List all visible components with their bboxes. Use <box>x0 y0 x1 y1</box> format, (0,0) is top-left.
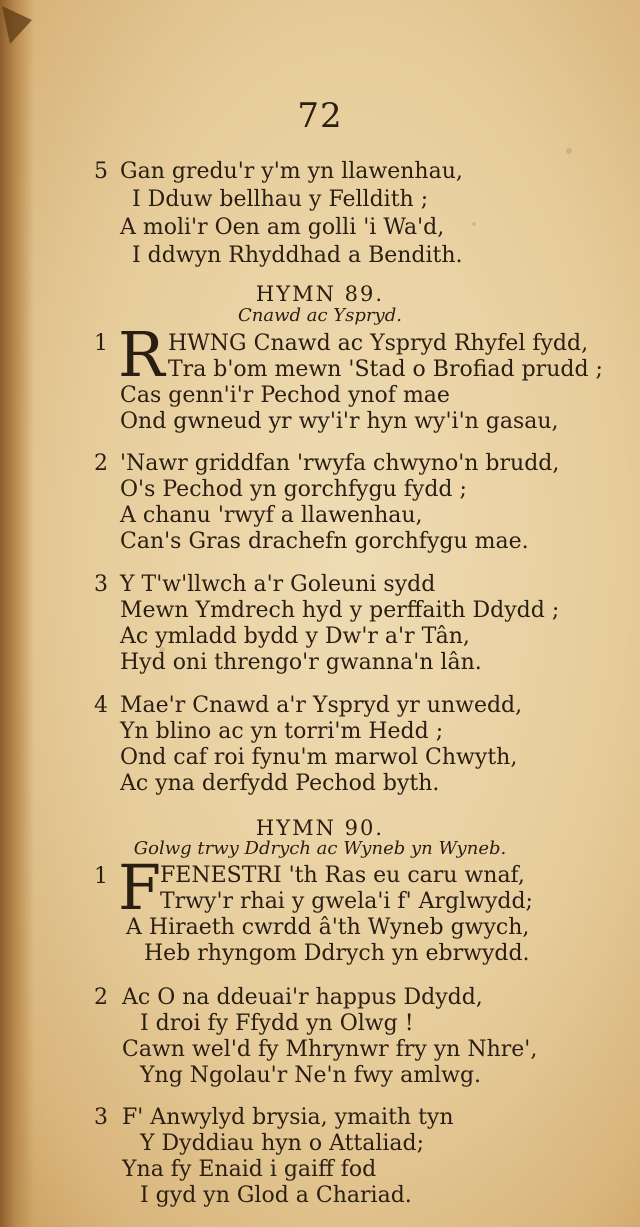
drop-cap: R <box>118 318 165 391</box>
verse-line: 'Nawr griddfan 'rwyfa chwyno'n brudd, <box>120 451 560 476</box>
verse-number: 2 <box>94 451 108 476</box>
verse-line: A Hiraeth cwrdd â'th Wyneb gwych, <box>126 915 530 940</box>
paper-spot <box>566 148 572 154</box>
verse-line: Cas genn'i'r Pechod ynof mae <box>120 383 450 408</box>
verse-line: O's Pechod yn gorchfygu fydd ; <box>120 477 467 502</box>
verse-line: Yna fy Enaid i gaiff fod <box>122 1157 377 1182</box>
verse-line: Heb rhyngom Ddrych yn ebrwydd. <box>144 941 530 966</box>
verse-number: 4 <box>94 693 108 718</box>
verse-line: FENESTRI 'th Ras eu caru wnaf, <box>160 863 525 888</box>
verse-line: A moli'r Oen am golli 'i Wa'd, <box>120 215 445 240</box>
verse-line: Ond caf roi fynu'm marwol Chwyth, <box>120 745 518 770</box>
page-corner-fold <box>2 6 34 46</box>
verse-line: F' Anwylyd brysia, ymaith tyn <box>122 1105 454 1130</box>
verse-number: 2 <box>94 985 108 1010</box>
verse-line: Mewn Ymdrech hyd y perffaith Ddydd ; <box>120 598 560 623</box>
verse-line: Yn blino ac yn torri'm Hedd ; <box>120 719 444 744</box>
verse-line: Trwy'r rhai y gwela'i f' Arglwydd; <box>160 889 533 914</box>
verse-line: I gyd yn Glod a Chariad. <box>140 1183 412 1208</box>
verse-line: HWNG Cnawd ac Yspryd Rhyfel fydd, <box>168 331 589 356</box>
verse-line: Tra b'om mewn 'Stad o Brofiad prudd ; <box>168 357 603 382</box>
verse-line: Can's Gras drachefn gorchfygu mae. <box>120 529 529 554</box>
verse-line: A chanu 'rwyf a llawenhau, <box>120 503 423 528</box>
hymn-title: HYMN 90. <box>255 816 385 840</box>
drop-cap: F <box>118 851 162 924</box>
verse-line: Gan gredu'r y'm yn llawenhau, <box>120 159 463 184</box>
verse-line: I droi fy Ffydd yn Olwg ! <box>140 1011 414 1036</box>
verse-line: Ac ymladd bydd y Dw'r a'r Tân, <box>120 624 470 649</box>
verse-line: Ac O na ddeuai'r happus Ddydd, <box>122 985 483 1010</box>
verse-number: 1 <box>94 864 108 889</box>
verse-number: 5 <box>94 159 108 184</box>
page-edge-stain <box>0 0 34 1227</box>
verse-line: Cawn wel'd fy Mhrynwr fry yn Nhre', <box>122 1037 538 1062</box>
paper-spot <box>472 222 476 226</box>
verse-number: 1 <box>94 331 108 356</box>
verse-number: 3 <box>94 572 108 597</box>
verse-line: I ddwyn Rhyddhad a Bendith. <box>132 243 463 268</box>
verse-number: 3 <box>94 1105 108 1130</box>
verse-line: Yng Ngolau'r Ne'n fwy amlwg. <box>140 1063 482 1088</box>
verse-line: Ond gwneud yr wy'i'r hyn wy'i'n gasau, <box>120 409 559 434</box>
verse-line: Hyd oni threngo'r gwanna'n lân. <box>120 650 482 675</box>
hymn-subtitle: Golwg trwy Ddrych ac Wyneb yn Wyneb. <box>133 838 507 859</box>
hymn-title: HYMN 89. <box>255 282 385 306</box>
verse-line: Mae'r Cnawd a'r Yspryd yr unwedd, <box>120 693 523 718</box>
hymn-subtitle: Cnawd ac Yspryd. <box>238 305 402 326</box>
verse-line: Y Dyddiau hyn o Attaliad; <box>140 1131 425 1156</box>
page-number: 72 <box>297 96 343 136</box>
verse-line: Y T'w'llwch a'r Goleuni sydd <box>120 572 436 597</box>
verse-line: Ac yna derfydd Pechod byth. <box>120 771 440 796</box>
verse-line: I Dduw bellhau y Felldith ; <box>132 187 429 212</box>
